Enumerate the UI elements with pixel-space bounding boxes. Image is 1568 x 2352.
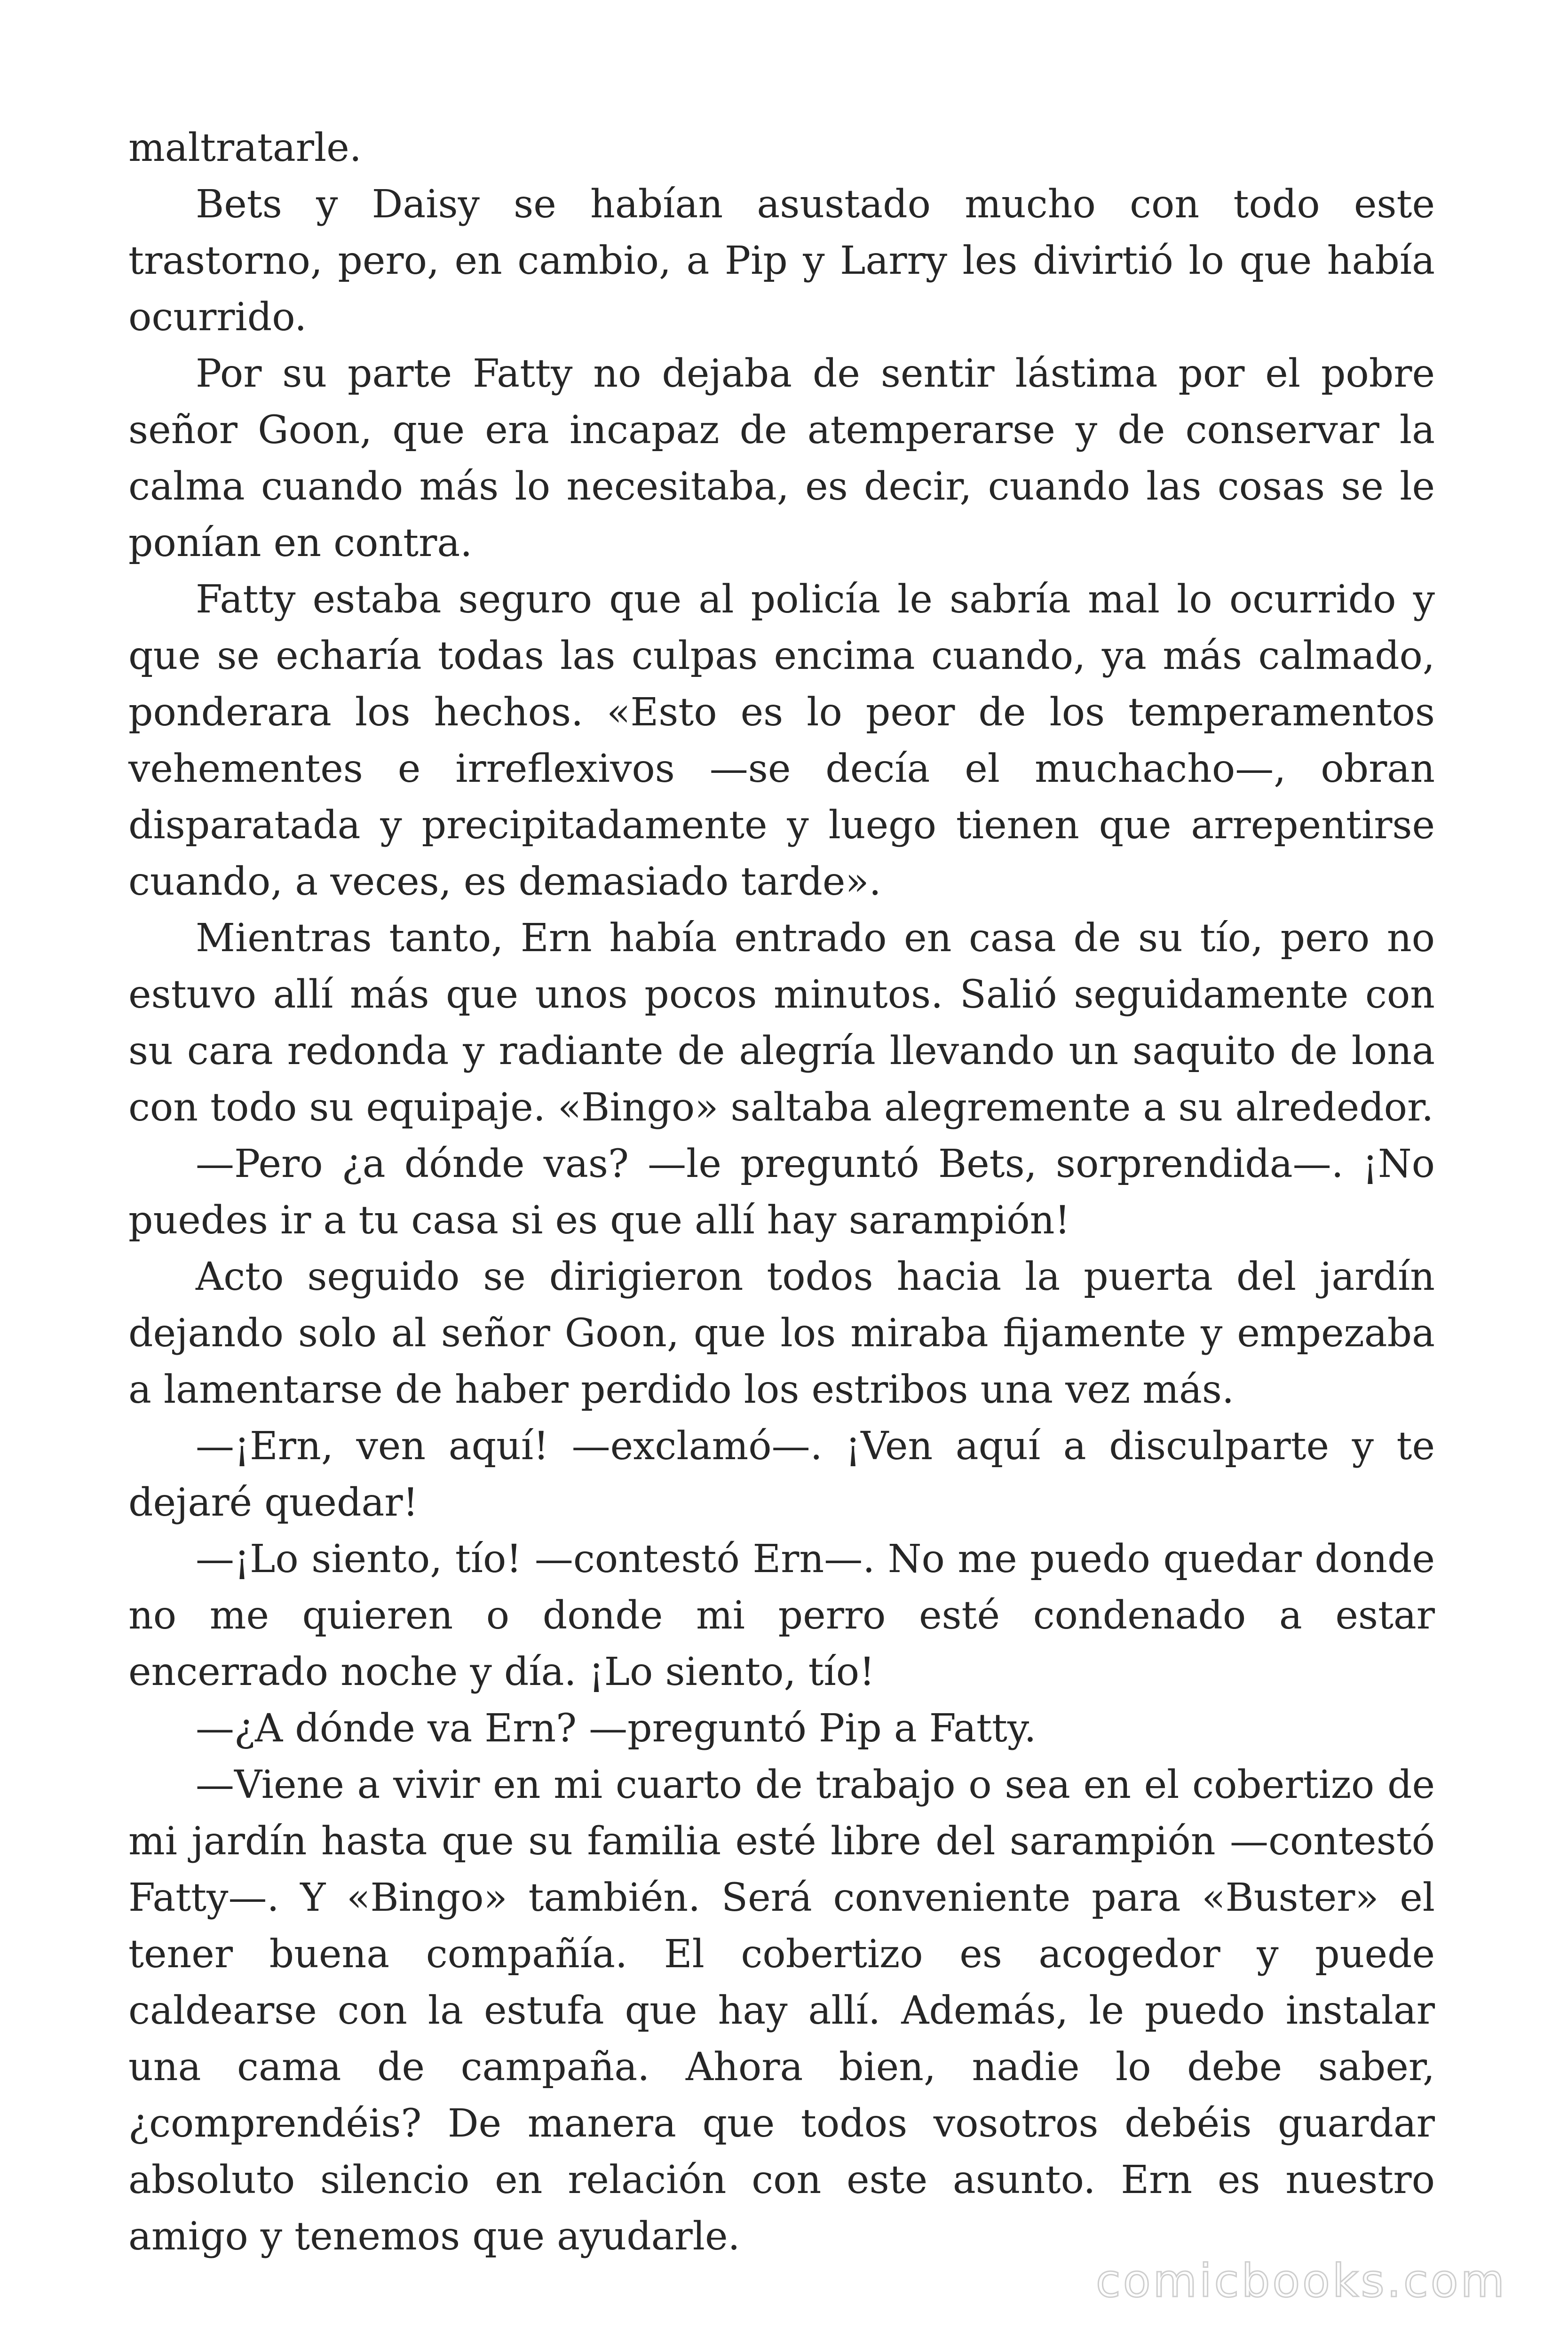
paragraph: —Viene a vivir en mi cuarto de trabajo o sea en el cobertizo de mi jardín hasta que su familia esté libre del sarampión —contestó Fatty—. Y «Bingo» también. Será conveniente para «Buster» el tener buena compañía. El cobertizo es acogedor y puede caldearse con la estufa que hay allí. Además, le puedo instalar una cama de campaña. Ahora bien, nadie lo debe saber, ¿comprendéis? De manera que todos vosotros debéis guardar absoluto silencio en relación con este asunto. Ern es nuestro amigo y tenemos que ayudarle. <box>128 1763 1435 2259</box>
paragraph: —¡Ern, ven aquí! —exclamó—. ¡Ven aquí a disculparte y te dejaré quedar! <box>128 1424 1435 1525</box>
watermark: comicbooks.com <box>1095 2255 1507 2307</box>
paragraph: —¡Lo siento, tío! —contestó Ern—. No me puedo quedar donde no me quieren o donde mi perro esté condenado a estar encerrado noche y día. ¡Lo siento, tío! <box>128 1537 1435 1694</box>
paragraph: —Pero ¿a dónde vas? —le preguntó Bets, sorprendida—. ¡No puedes ir a tu casa si es que allí hay sarampión! <box>128 1142 1435 1243</box>
paragraph: Mientras tanto, Ern había entrado en casa de su tío, pero no estuvo allí más que unos pocos minutos. Salió seguidamente con su cara redonda y radiante de alegría llevando un saquito de lona con todo su equipaje. «Bingo» saltaba alegremente a su alrededor. <box>128 916 1435 1130</box>
paragraph: Por su parte Fatty no dejaba de sentir lástima por el pobre señor Goon, que era incapaz de atemperarse y de conservar la calma cuando más lo necesitaba, es decir, cuando las cosas se le ponían en contra. <box>128 351 1435 565</box>
paragraph: Fatty estaba seguro que al policía le sabría mal lo ocurrido y que se echaría todas las culpas encima cuando, ya más calmado, ponderara los hechos. «Esto es lo peor de los temperamentos vehementes e irreflexivos —se decía el muchacho—, obran disparatada y precipitadamente y luego tienen que arrepentirse cuando, a veces, es demasiado tarde». <box>128 577 1435 904</box>
paragraph: Bets y Daisy se habían asustado mucho con todo este trastorno, pero, en cambio, a Pip y Larry les divirtió lo que había ocurrido. <box>128 182 1435 340</box>
paragraph: —¿A dónde va Ern? —preguntó Pip a Fatty. <box>196 1706 1037 1751</box>
book-page <box>128 120 1435 2259</box>
paragraph: Acto seguido se dirigieron todos hacia la puerta del jardín dejando solo al señor Goon, que los miraba fijamente y empezaba a lamentarse de haber perdido los estribos una vez más. <box>128 1255 1435 1412</box>
paragraph-continuation: maltratarle. <box>128 126 362 170</box>
